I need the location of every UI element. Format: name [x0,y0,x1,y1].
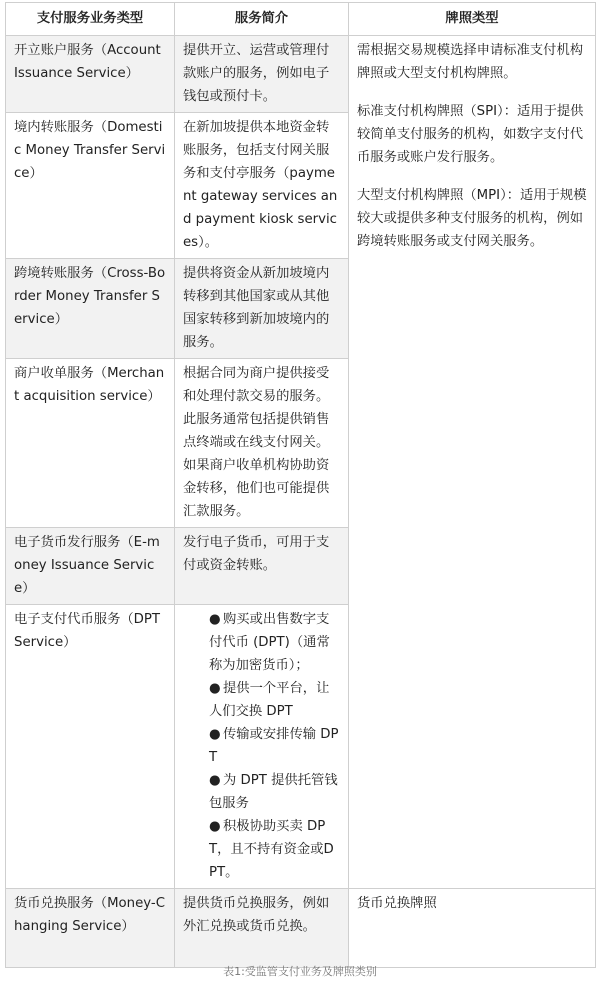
table-header-row [6,3,596,36]
service-desc-cell: 提供开立、运营或管理付款账户的服务，例如电子钱包或预付卡。 [175,36,349,113]
bullet-icon: ● [209,727,221,742]
service-type-cell: 货币兑换服务（Money-Changing Service） [6,889,175,968]
service-desc-cell: 在新加坡提供本地资金转账服务，包括支付网关服务和支付亭服务（payment gateway services and payment kiosk services）。 [175,113,349,259]
bullet-icon: ● [209,612,221,627]
license-spi: 标准支付机构牌照（SPI）：适用于提供较简单支付服务的机构，如数字支付代币服务或账户发行服务。 [357,104,584,165]
service-type-cell: 电子支付代币服务（DPT Service） [6,605,175,889]
table-row [6,36,596,113]
bullet-icon: ● [209,819,221,834]
service-type-cell: 开立账户服务（Account Issuance Service） [6,36,175,113]
list-item: ● 传输或安排传输 DPT [209,723,340,769]
service-type-cell: 跨境转账服务（Cross-Border Money Transfer Service） [6,259,175,359]
service-desc-cell: 根据合同为商户提供接受和处理付款交易的服务。此服务通常包括提供销售点终端或在线支付网关。如果商户收单机构协助资金转移，他们也可能提供汇款服务。 [175,359,349,528]
header-license-type: 牌照类型 [349,3,596,36]
list-item: ● 积极协助买卖 DPT，且不持有资金或DPT。 [209,815,340,884]
service-type-cell: 商户收单服务（Merchant acquisition service） [6,359,175,528]
header-service-type: 支付服务业务类型 [6,3,175,36]
table-caption: 表1:受监管支付业务及牌照类别 [223,965,377,978]
header-service-desc: 服务简介 [175,3,349,36]
service-type-cell: 境内转账服务（Domestic Money Transfer Service） [6,113,175,259]
service-desc-cell [175,605,349,889]
list-item: ● 提供一个平台，让人们交换 DPT [209,677,340,723]
bullet-icon: ● [209,773,221,788]
license-cell: 货币兑换牌照 [349,889,596,968]
table-row [6,889,596,968]
license-table [5,2,596,968]
license-note: 需根据交易规模选择申请标准支付机构牌照或大型支付机构牌照。 [357,43,584,81]
list-item: ● 为 DPT 提供托管钱包服务 [209,769,340,815]
license-mpi: 大型支付机构牌照（MPI）：适用于规模较大或提供多种支付服务的机构，例如跨境转账服务或支付网关服务。 [357,188,587,249]
bullet-icon: ● [209,681,221,696]
list-item: ● 购买或出售数字支付代币 (DPT)（通常称为加密货币）； [209,608,340,677]
dpt-service-list [183,608,340,884]
service-desc-cell: 提供将资金从新加坡境内转移到其他国家或从其他国家转移到新加坡境内的服务。 [175,259,349,359]
service-type-cell: 电子货币发行服务（E-money Issuance Service） [6,528,175,605]
service-desc-cell: 提供货币兑换服务，例如外汇兑换或货币兑换。 [175,889,349,968]
service-desc-cell: 发行电子货币，可用于支付或资金转账。 [175,528,349,605]
license-group-cell [349,36,596,889]
